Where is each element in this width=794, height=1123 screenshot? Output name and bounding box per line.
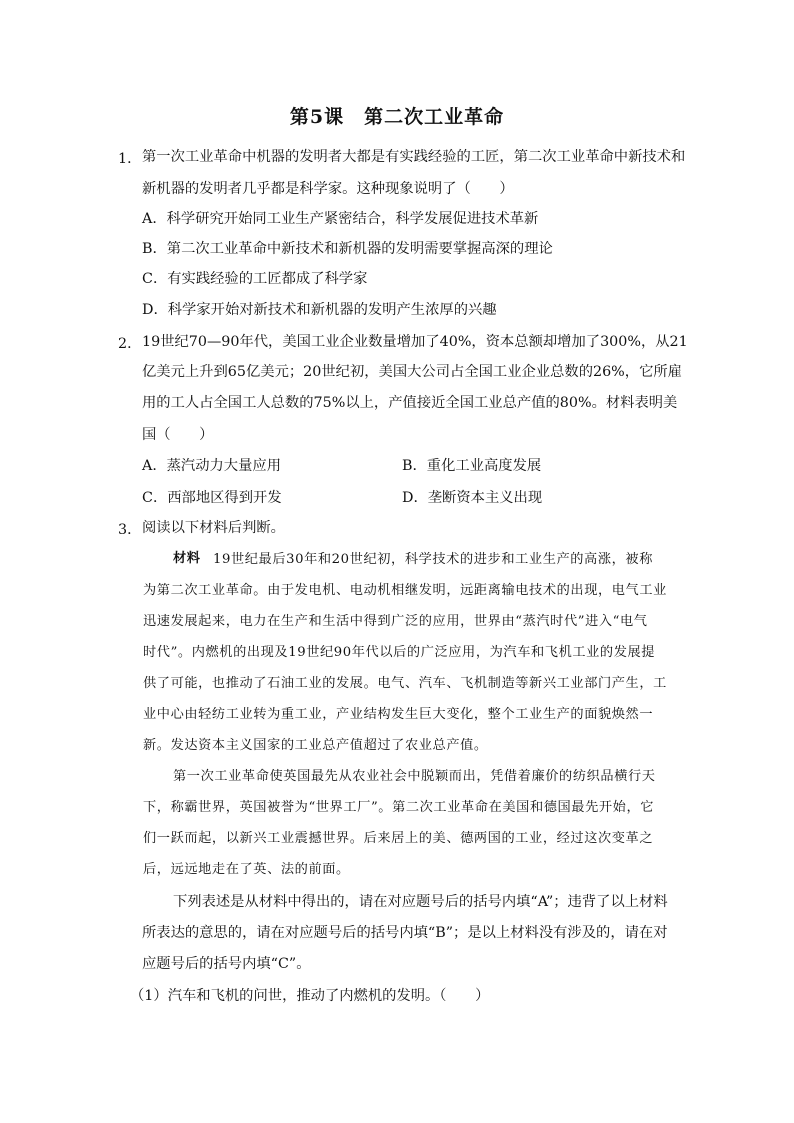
question-1-option-c: C．有实践经验的工匠都成了科学家 [142,271,368,287]
question-1-stem-line-2: 新机器的发明者几乎都是科学家。这种现象说明了（ ） [142,181,514,197]
question-1-option-a: A．科学研究开始同工业生产紧密结合，科学发展促进技术革新 [142,211,539,227]
question-2-stem-line-3: 用的工人占全国工人总数的75%以上，产值接近全国工业总产值的80%。材料表明美 [142,395,678,411]
question-1-option-b: B．第二次工业革命中新技术和新机器的发明需要掌握高深的理论 [142,241,553,257]
material-label: 材料 [173,551,201,566]
question-1-number: 1． [118,151,142,167]
material-line-6: 业中心由轻纺工业转为重工业，产业结构发生巨大变化，整个工业生产的面貌焕然一 [143,707,654,722]
question-3-number: 3． [118,522,142,538]
question-2-option-d: D．垄断资本主义出现 [402,490,543,506]
material-line-7: 新。发达资本主义国家的工业总产值超过了农业总产值。 [143,738,488,753]
page-title: 第5课 第二次工业革命 [289,106,505,128]
question-2-option-c: C．西部地区得到开发 [142,490,282,506]
question-3-stem: 阅读以下材料后判断。 [142,520,285,536]
material-line-5: 供了可能，也推动了石油工业的发展。电气、汽车、飞机制造等新兴工业部门产生，工 [143,676,667,691]
question-2-number: 2． [118,336,142,352]
instruction-line-1: 下列表述是从材料中得出的，请在对应题号后的括号内填“A”；违背了以上材料 [173,894,668,910]
material-line-2: 为第二次工业革命。由于发电机、电动机相继发明，远距离输电技术的出现，电气工业 [143,583,667,598]
material-line-10: 们一跃而起，以新兴工业震撼世界。后来居上的美、德两国的工业，经过这次变革之 [143,831,654,846]
question-2-stem-line-2: 亿美元上升到65亿美元；20世纪初，美国大公司占全国工业企业总数的26%，它所雇 [142,364,682,380]
question-1-option-d: D．科学家开始对新技术和新机器的发明产生浓厚的兴趣 [142,302,497,318]
material-line-9: 下，称霸世界，英国被誉为“世界工厂”。第二次工业革命在美国和德国最先开始，它 [143,800,655,815]
question-2-stem-line-4: 国（ ） [142,427,214,443]
question-1-stem-line-1: 第一次工业革命中机器的发明者大都是有实践经验的工匠，第二次工业革命中新技术和 [142,149,686,165]
instruction-line-2: 所表达的意思的，请在对应题号后的括号内填“B”；是以上材料没有涉及的，请在对 [142,925,668,941]
question-2-option-b: B．重化工业高度发展 [402,458,542,474]
material-line-8: 第一次工业革命使英国最先从农业社会中脱颖而出，凭借着廉价的纺织品横行天 [173,769,656,784]
instruction-line-3: 应题号后的括号内填“C”。 [142,956,311,972]
sub-question-1: （1）汽车和飞机的问世，推动了内燃机的发明。（ ） [130,988,490,1004]
question-2-option-a: A．蒸汽动力大量应用 [142,458,281,474]
material-line-1: 19世纪最后30年和20世纪初，科学技术的进步和工业生产的高涨，被称 [213,552,653,567]
material-line-11: 后，远远地走在了英、法的前面。 [143,862,350,877]
material-line-4: 时代”。内燃机的出现及19世纪90年代以后的广泛应用，为汽车和飞机工业的发展提 [143,645,656,660]
material-line-3: 迅速发展起来，电力在生产和生活中得到广泛的应用，世界由“蒸汽时代”进入“电气 [143,614,648,629]
question-2-stem-line-1: 19世纪70—90年代，美国工业企业数量增加了40%，资本总额却增加了300%，从21 [142,334,688,350]
